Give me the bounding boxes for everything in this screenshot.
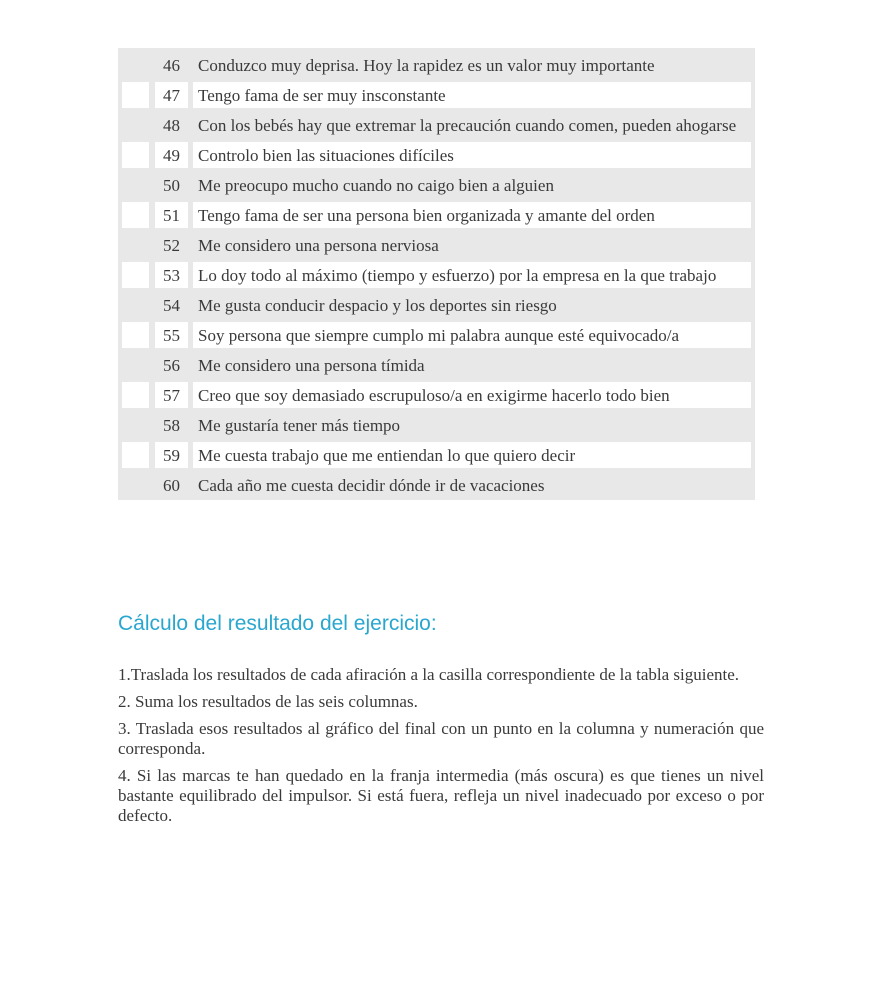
answer-box[interactable] <box>122 442 149 468</box>
table-row <box>122 82 751 108</box>
answer-box[interactable] <box>122 412 149 438</box>
table-row <box>122 262 751 288</box>
instructions <box>118 665 764 833</box>
question-number: 49 <box>155 142 188 168</box>
question-text: Lo doy todo al máximo (tiempo y esfuerzo) por la empresa en la que trabajo <box>193 262 751 288</box>
question-number: 50 <box>163 176 180 195</box>
answer-box[interactable] <box>122 292 149 318</box>
answer-box[interactable] <box>122 352 149 378</box>
table-row <box>122 292 751 318</box>
answer-box[interactable] <box>122 382 149 408</box>
question-text: Me considero una persona tímida <box>198 356 425 375</box>
instruction-step: 2. Suma los resultados de las seis columnas. <box>118 692 418 711</box>
question-text: Tengo fama de ser muy insconstante <box>193 82 751 108</box>
table-row <box>122 442 751 468</box>
question-text: Me gustaría tener más tiempo <box>198 416 401 435</box>
table-row <box>122 232 751 258</box>
question-text: Me cuesta trabajo que me entiendan lo que quiero decir <box>193 442 751 468</box>
table-row <box>122 472 751 498</box>
question-number: 47 <box>155 82 188 108</box>
table-row <box>122 52 751 78</box>
instruction-step: 1.Traslada los resultados de cada afiración a la casilla correspondiente de la tabla siguiente. <box>118 665 740 684</box>
question-text: Soy persona que siempre cumplo mi palabra aunque esté equivocado/a <box>193 322 751 348</box>
question-number: 53 <box>155 262 188 288</box>
instruction-step: 3. Traslada esos resultados al gráfico del final con un punto en la columna y numeración que corresponda. <box>118 719 764 758</box>
table-row <box>122 322 751 348</box>
answer-box[interactable] <box>122 322 149 348</box>
question-number: 56 <box>163 356 180 375</box>
question-number: 57 <box>155 382 188 408</box>
section-heading: Cálculo del resultado del ejercicio: <box>118 612 437 635</box>
question-text: Tengo fama de ser una persona bien organizada y amante del orden <box>193 202 751 228</box>
question-number: 59 <box>155 442 188 468</box>
table-row <box>122 142 751 168</box>
table-row <box>122 202 751 228</box>
answer-box[interactable] <box>122 112 149 138</box>
question-number: 52 <box>163 236 180 255</box>
question-text: Cada año me cuesta decidir dónde ir de vacaciones <box>198 476 545 495</box>
table-row <box>122 172 751 198</box>
question-number: 55 <box>155 322 188 348</box>
question-text: Creo que soy demasiado escrupuloso/a en exigirme hacerlo todo bien <box>193 382 751 408</box>
question-text: Con los bebés hay que extremar la precaución cuando comen, pueden ahogarse <box>198 116 737 135</box>
table-row <box>122 412 751 438</box>
table-row <box>122 382 751 408</box>
question-text: Me considero una persona nerviosa <box>198 236 439 255</box>
answer-box[interactable] <box>122 52 149 78</box>
answer-box[interactable] <box>122 232 149 258</box>
questionnaire-table <box>118 48 755 500</box>
answer-box[interactable] <box>122 262 149 288</box>
table-row <box>122 112 751 138</box>
question-text: Me gusta conducir despacio y los deportes sin riesgo <box>198 296 557 315</box>
answer-box[interactable] <box>122 172 149 198</box>
question-text: Conduzco muy deprisa. Hoy la rapidez es un valor muy importante <box>198 56 655 75</box>
answer-box[interactable] <box>122 142 149 168</box>
answer-box[interactable] <box>122 202 149 228</box>
question-text: Me preocupo mucho cuando no caigo bien a alguien <box>198 176 554 195</box>
question-number: 60 <box>163 476 180 495</box>
question-number: 46 <box>163 56 180 75</box>
question-number: 54 <box>163 296 180 315</box>
question-text: Controlo bien las situaciones difíciles <box>193 142 751 168</box>
question-number: 58 <box>163 416 180 435</box>
question-number: 51 <box>155 202 188 228</box>
answer-box[interactable] <box>122 472 149 498</box>
answer-box[interactable] <box>122 82 149 108</box>
question-number: 48 <box>163 116 180 135</box>
instruction-step: 4. Si las marcas te han quedado en la franja intermedia (más oscura) es que tienes un nivel bastante equilibrado del impulsor. Si está fuera, refleja un nivel inadecuado por exceso o por defecto. <box>118 766 764 825</box>
table-row <box>122 352 751 378</box>
